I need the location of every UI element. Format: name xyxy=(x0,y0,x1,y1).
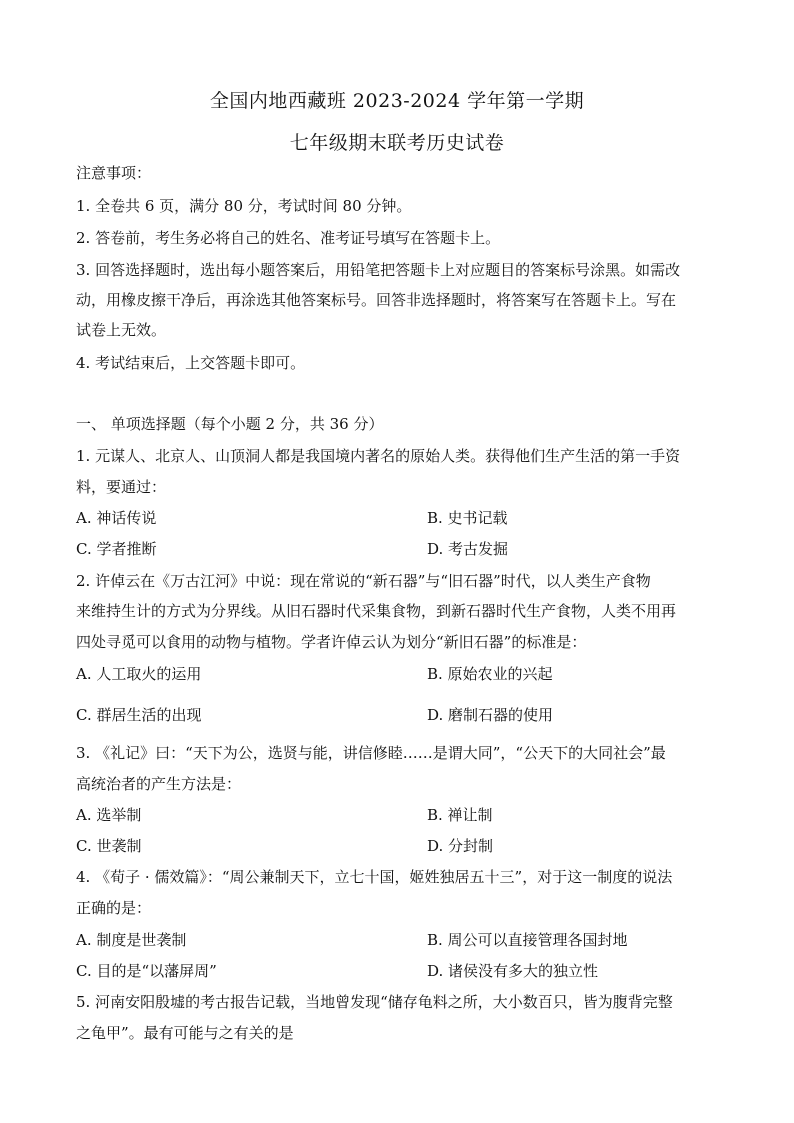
question-stem: 来维持生计的方式为分界线。从旧石器时代采集食物，到新石器时代生产食物，人类不用再 xyxy=(76,602,677,620)
option-c: C. 世袭制 xyxy=(76,837,142,855)
option-a: A. 制度是世袭制 xyxy=(76,931,187,949)
question-stem: 1. 元谋人、北京人、山顶洞人都是我国境内著名的原始人类。获得他们生产生活的第一手资 xyxy=(76,447,681,465)
notice-heading: 注意事项： xyxy=(76,164,152,182)
notice-item: 动，用橡皮擦干净后，再涂选其他答案标号。回答非选择题时，将答案写在答题卡上。写在 xyxy=(76,291,677,309)
option-a: A. 选举制 xyxy=(76,806,142,824)
option-a: A. 神话传说 xyxy=(76,509,157,527)
notice-item: 试卷上无效。 xyxy=(76,321,167,339)
option-c: C. 学者推断 xyxy=(76,540,157,558)
section-title: 一、 单项选择题（每个小题 2 分，共 36 分） xyxy=(76,415,384,433)
question-stem: 四处寻觅可以食用的动物与植物。学者许倬云认为划分“新旧石器”的标准是： xyxy=(76,633,587,651)
option-b: B. 周公可以直接管理各国封地 xyxy=(427,931,628,949)
question-stem: 料，要通过： xyxy=(76,478,167,496)
question-stem: 4. 《荀子 · 儒效篇》：“周公兼制天下，立七十国，姬姓独居五十三”，对于这一制度的说法 xyxy=(76,868,673,886)
option-c: C. 目的是“以藩屏周” xyxy=(76,962,217,980)
question-stem: 5. 河南安阳殷墟的考古报告记载，当地曾发现“储存龟料之所，大小数百只，皆为腹背完整 xyxy=(76,993,673,1011)
question-stem: 3. 《礼记》曰：“天下为公，选贤与能，讲信修睦……是谓大同”，“公天下的大同社会”最 xyxy=(76,744,666,762)
exam-title-line2: 七年级期末联考历史试卷 xyxy=(289,132,505,154)
option-d: D. 考古发掘 xyxy=(427,540,509,558)
notice-item: 1. 全卷共 6 页，满分 80 分，考试时间 80 分钟。 xyxy=(76,197,412,215)
question-stem: 正确的是： xyxy=(76,899,152,917)
option-b: B. 禅让制 xyxy=(427,806,493,824)
option-d: D. 磨制石器的使用 xyxy=(427,706,554,724)
question-stem: 高统治者的产生方法是： xyxy=(76,775,242,793)
option-a: A. 人工取火的运用 xyxy=(76,665,202,683)
notice-item: 3. 回答选择题时，选出每小题答案后，用铅笔把答题卡上对应题目的答案标号涂黑。如需改 xyxy=(76,261,681,279)
question-stem: 2. 许倬云在《万古江河》中说：现在常说的“新石器”与“旧石器”时代，以人类生产食物 xyxy=(76,572,651,590)
option-c: C. 群居生活的出现 xyxy=(76,706,202,724)
notice-item: 2. 答卷前，考生务必将自己的姓名、准考证号填写在答题卡上。 xyxy=(76,229,501,247)
option-b: B. 史书记载 xyxy=(427,509,508,527)
option-b: B. 原始农业的兴起 xyxy=(427,665,553,683)
option-d: D. 诸侯没有多大的独立性 xyxy=(427,962,599,980)
option-d: D. 分封制 xyxy=(427,837,494,855)
notice-item: 4. 考试结束后，上交答题卡即可。 xyxy=(76,354,306,372)
question-stem: 之龟甲”。最有可能与之有关的是 xyxy=(76,1024,294,1042)
exam-title-line1: 全国内地西藏班 2023-2024 学年第一学期 xyxy=(209,90,585,112)
